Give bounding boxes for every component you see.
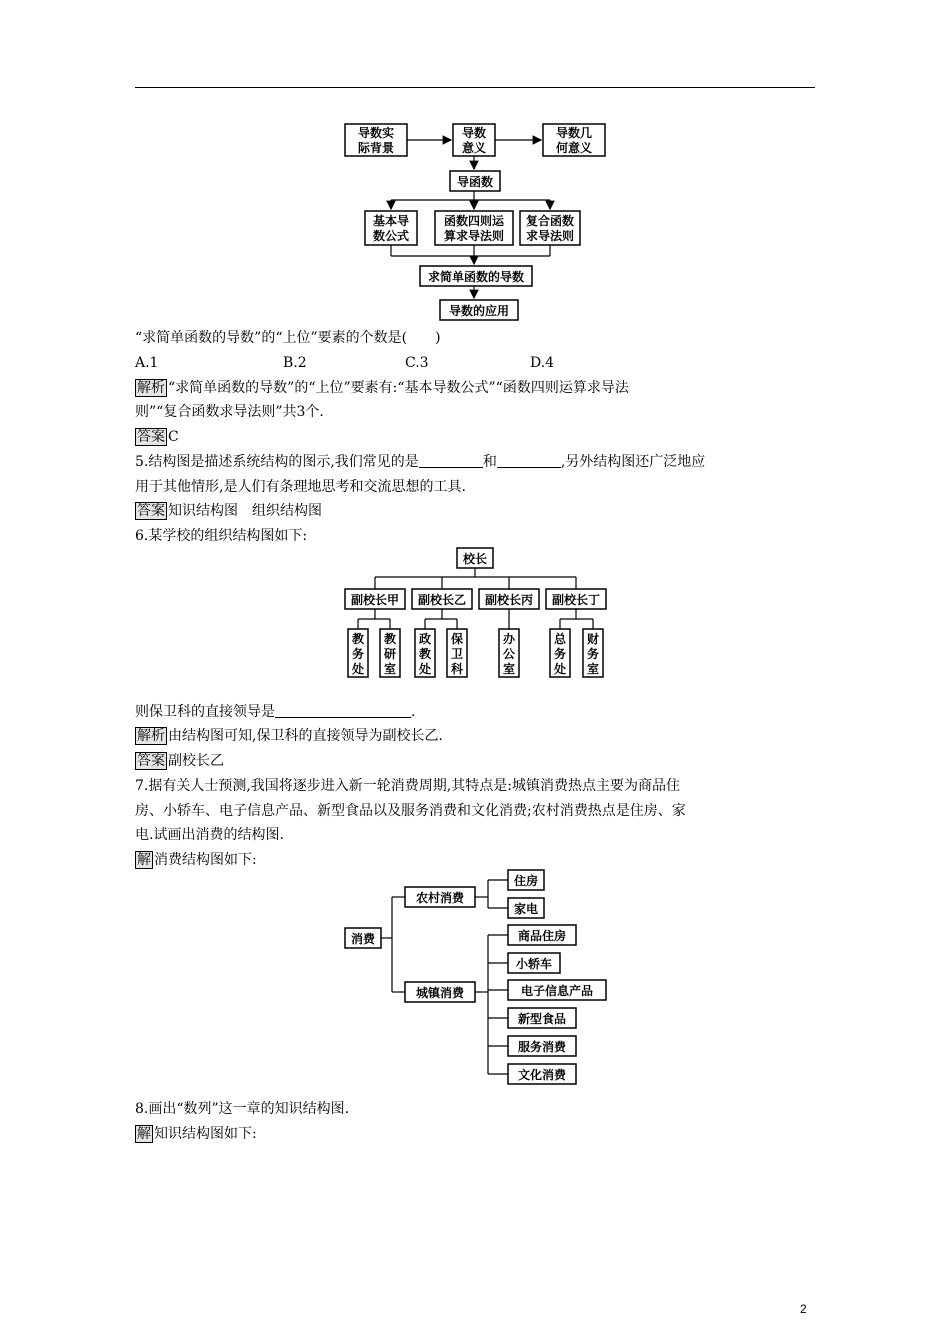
node-composite-rules: 求导法则 [525,229,575,243]
q8-stem: 8.画出“数列”这一章的知识结构图. [135,1101,350,1117]
org-node-general-office: 办 [502,632,516,646]
page-number: 2 [800,1302,807,1316]
option-d: D.4 [530,355,555,371]
consume-node-new-food: 新型食品 [517,1012,567,1026]
q4-analysis-cont: 则”“复合函数求导法则”共3个. [135,404,324,420]
solution-tag: 解 [137,1126,151,1142]
option-a: A.1 [135,355,159,371]
consume-node-rural: 农村消费 [415,891,465,905]
consume-node-rural-housing: 住房 [513,874,539,888]
org-node-general-affairs: 务 [553,647,567,661]
org-node-research-office: 研 [383,647,397,661]
header-rule [135,87,815,88]
answer-blank [497,467,561,468]
q7-solution: 解 消费结构图如下: [137,852,257,868]
node-derivative-meaning: 导数 [461,126,487,140]
org-node-security-section: 卫 [450,647,464,661]
node-geometric-meaning: 何意义 [555,141,593,155]
q4-analysis: 解析 “求简单函数的导数”的“上位”要素有:“基本导数公式”“函数四则运算求导法 [137,380,629,396]
org-node-finance-office: 务 [586,647,600,661]
node-real-background: 导数实 [357,126,395,140]
org-node-finance-office: 室 [586,662,600,676]
node-derivative-function: 导函数 [456,175,494,189]
node-applications: 导数的应用 [448,304,510,318]
org-node-political-office: 教 [418,647,432,661]
consume-node-commercial-housing: 商品住房 [517,929,567,943]
org-node-research-office: 室 [383,662,397,676]
org-node-vp-d: 副校长丁 [551,593,601,607]
org-node-general-affairs: 总 [553,632,567,646]
q7-stem-cont: 房、小轿车、电子信息产品、新型食品以及服务消费和文化消费;农村消费热点是住房、家 [135,803,686,819]
q7-stem-cont: 电.试画出消费的结构图. [135,827,284,843]
org-node-security-section: 科 [450,662,464,676]
node-real-background: 际背景 [357,141,395,155]
q6-question: 则保卫科的直接领导是 . [135,704,416,720]
org-node-vp-b: 副校长乙 [417,593,467,607]
q7-stem: 7.据有关人士预测,我国将逐步进入新一轮消费周期,其特点是:城镇消费热点主要为商品住 [135,778,680,794]
q4-answer: 答案 C [137,429,179,445]
consume-node-root: 消费 [350,932,376,946]
org-node-research-office: 教 [383,632,397,646]
option-c: C.3 [405,355,429,371]
q8-solution: 解 知识结构图如下: [137,1126,257,1142]
node-derivative-meaning: 意义 [461,141,487,155]
node-arithmetic-rules: 算求导法则 [443,229,505,243]
consume-node-culture: 文化消费 [517,1068,567,1082]
analysis-tag: 解析 [137,728,165,744]
consume-node-car: 小轿车 [515,957,553,971]
consume-node-appliances: 家电 [513,902,539,916]
node-basic-formulas: 数公式 [372,229,410,243]
consume-node-electronics: 电子信息产品 [520,984,594,998]
node-composite-rules: 复合函数 [525,214,575,228]
q6-stem: 6.某学校的组织结构图如下: [135,528,308,544]
q5-stem: 5.结构图是描述系统结构的图示,我们常见的是 和 ,另外结构图还广泛地应 [135,454,706,470]
org-node-general-affairs: 处 [553,662,567,676]
node-arithmetic-rules: 函数四则运 [443,214,505,228]
org-node-academic-affairs: 务 [351,647,365,661]
org-node-security-section: 保 [450,632,464,646]
org-node-political-office: 处 [418,662,432,676]
answer-blank [275,717,411,718]
q6-answer: 答案 副校长乙 [137,753,224,769]
option-b: B.2 [283,355,307,371]
org-node-general-office: 室 [502,662,516,676]
org-node-general-office: 公 [502,647,516,661]
q4-stem: “求简单函数的导数”的“上位”要素的个数是( ) [135,330,441,346]
solution-tag: 解 [137,852,151,868]
org-node-academic-affairs: 处 [351,662,365,676]
org-node-academic-affairs: 教 [351,632,365,646]
answer-tag: 答案 [137,429,165,445]
school-org-chart [340,545,610,680]
q6-analysis: 解析 由结构图可知,保卫科的直接领导为副校长乙. [137,728,443,744]
node-basic-formulas: 基本导 [372,214,410,228]
answer-tag: 答案 [137,503,165,519]
analysis-tag: 解析 [137,380,165,396]
org-node-vp-c: 副校长丙 [484,593,534,607]
node-simple-derivatives: 求简单函数的导数 [427,270,525,284]
org-node-principal: 校长 [462,552,488,566]
q5-stem-cont: 用于其他情形,是人们有条理地思考和交流思想的工具. [135,479,466,495]
consumption-structure-diagram [340,866,615,1088]
consume-node-urban: 城镇消费 [415,986,465,1000]
org-node-political-office: 政 [418,632,432,646]
answer-tag: 答案 [137,753,165,769]
answer-blank [419,467,483,468]
consume-node-services: 服务消费 [517,1040,567,1054]
q5-answer: 答案 知识结构图 组织结构图 [137,503,322,519]
node-geometric-meaning: 导数几 [555,126,593,140]
org-node-vp-a: 副校长甲 [350,593,400,607]
derivative-structure-diagram [340,118,620,324]
q4-options [135,354,735,372]
org-node-finance-office: 财 [586,632,600,646]
